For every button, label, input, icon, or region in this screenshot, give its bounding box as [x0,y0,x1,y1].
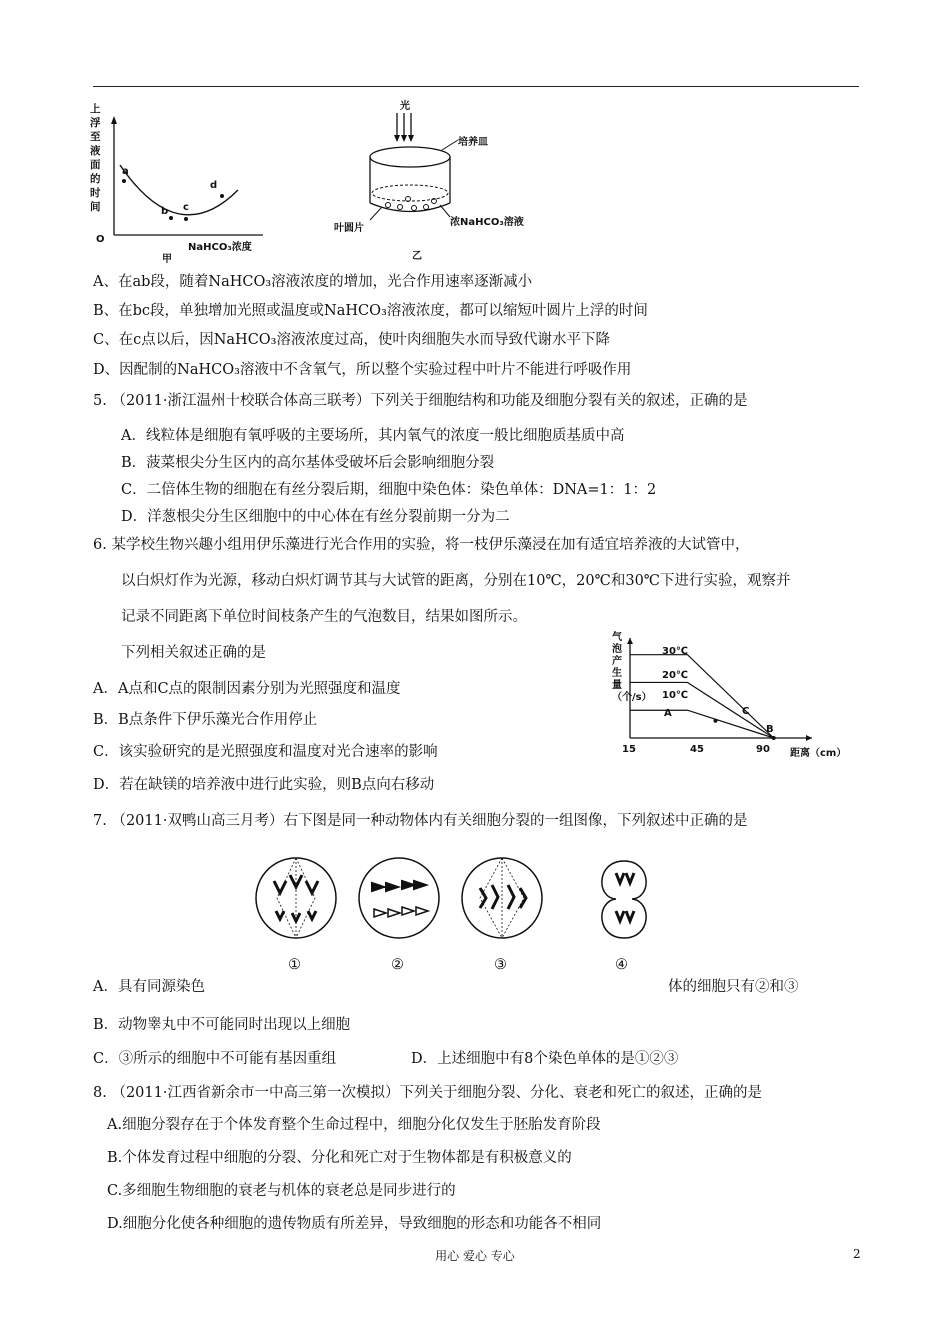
point-d: d [210,180,218,191]
cell-label-3: ③ [494,957,507,973]
q6-stem-line-3: 记录不同距离下单位时间枝条产生的气泡数目，结果如图所示。 [121,609,527,625]
q6-option-c: C．该实验研究的是光照强度和温度对光合速率的影响 [93,744,438,760]
point-c-marker [713,719,717,723]
q6-option-a: A．A点和C点的限制因素分别为光照强度和温度 [93,681,401,697]
series-label-30: 30℃ [662,646,689,657]
q6-stem-line-2: 以白炽灯作为光源，移动白炽灯调节其与大试管的距离，分别在10℃，20℃和30℃下进行实验，观察并 [121,573,791,589]
x-tick-90: 90 [756,744,770,755]
q8-option-d: D.细胞分化使各种细胞的遗传物质有所差异，导致细胞的形态和功能各不相同 [107,1216,602,1232]
chart-y-label: 气泡产生量（个/s） [612,632,652,703]
point-label-b: B [766,724,774,735]
q4-option-a: A、在ab段，随着NaHCO₃溶液浓度的增加，光合作用速率逐渐减小 [93,274,533,290]
q7-stem: 7. （2011·双鸭山高三月考）右下图是同一种动物体内有关细胞分裂的一组图像，下列叙述中正确的是 [93,813,748,829]
leaf-label: 叶圆片 [334,223,364,234]
q7-option-a-left: A．具有同源染色 [93,979,205,995]
q5-stem: 5. （2011·浙江温州十校联合体高三联考）下列关于细胞结构和功能及细胞分裂有关的叙述，正确的是 [93,393,748,409]
q6-option-d: D．若在缺镁的培养液中进行此实验，则B点向右移动 [93,777,435,793]
q8-option-c: C.多细胞生物细胞的衰老与机体的衰老总是同步进行的 [107,1183,456,1199]
header-rule [93,86,859,87]
x-tick-15: 15 [622,744,636,755]
q7-option-b: B．动物睾丸中不可能同时出现以上细胞 [93,1017,351,1033]
point-c: c [183,202,189,213]
q8-option-b: B.个体发育过程中细胞的分裂、分化和死亡对于生物体都是有积极意义的 [107,1150,572,1166]
q4-option-b: B、在bc段，单独增加光照或温度或NaHCO₃溶液浓度，都可以缩短叶圆片上浮的时间 [93,303,648,319]
series-label-10: 10℃ [662,690,689,701]
figure-jia [88,100,288,265]
figure-caption: 甲 [162,254,172,265]
dish-apparatus [330,95,550,265]
x-axis-label: 距离（cm） [790,748,847,759]
q5-option-c: C．二倍体生物的细胞在有丝分裂后期，细胞中染色体：染色单体：DNA=1：1：2 [121,482,657,498]
cells-svg [252,843,652,978]
bubble-chart [612,628,860,768]
q7-option-a-right: 体的细胞只有②和③ [668,979,799,995]
cell-division-figure [252,843,652,978]
q4-option-c: C、在c点以后，因NaHCO₃溶液浓度过高，使叶肉细胞失水而导致代谢水平下降 [93,332,610,348]
series-label-20: 20℃ [662,670,689,681]
point-a: a [122,166,129,177]
q8-option-a: A.细胞分裂存在于个体发育整个生命过程中，细胞分化仅发生于胚胎发育阶段 [107,1117,601,1133]
cell-label-4: ④ [615,957,628,973]
point-label-a: A [664,708,672,719]
chart-x-arrow [806,735,812,741]
q8-stem: 8. （2011·江西省新余市一中高三第一次模拟）下列关于细胞分裂、分化、衰老和死亡的叙述，正确的是 [93,1085,762,1101]
q7-option-c: C．③所示的细胞中不可能有基因重组 [93,1051,337,1067]
q5-option-a: A．线粒体是细胞有氧呼吸的主要场所，其内氧气的浓度一般比细胞质基质中高 [121,428,625,444]
y-axis-label: 上浮至液面的时间 [90,103,101,213]
chart-y-arrow [627,638,633,644]
solution-label: 浓NaHCO₃溶液 [450,217,524,228]
x-tick-45: 45 [690,744,704,755]
point-label-c: C [742,706,750,717]
light-label: 光 [400,101,410,112]
q6-option-b: B．B点条件下伊乐藻光合作用停止 [93,712,318,728]
dish-label: 培养皿 [458,137,488,148]
q7-option-d: D．上述细胞中有8个染色单体的是①②③ [411,1051,679,1067]
cell-label-1: ① [288,957,301,973]
page-footer: 用心 爱心 专心 [435,1249,515,1263]
point-b-marker [772,736,776,740]
q4-option-d: D、因配制的NaHCO₃溶液中不含氧气，所以整个实验过程中叶片不能进行呼吸作用 [93,362,632,378]
series-line-0 [630,655,774,738]
x-axis-label: NaHCO₃浓度 [188,242,252,253]
origin-label: O [96,234,105,245]
figure-caption: 乙 [412,251,422,262]
q6-stem-line-4: 下列相关叙述正确的是 [121,645,266,661]
q5-option-b: B．菠菜根尖分生区内的高尔基体受破坏后会影响细胞分裂 [121,455,495,471]
figure-yi [330,95,550,265]
q6-stem-line-1: 6. 某学校生物兴趣小组用伊乐藻进行光合作用的实验，将一枝伊乐藻浸在加有适宜培养液的大试管中， [93,537,750,553]
cell-label-2: ② [391,957,404,973]
q5-option-d: D．洋葱根尖分生区细胞中的中心体在有丝分裂前期一分为二 [121,509,510,525]
point-b: b [161,206,169,217]
page-number: 2 [853,1247,861,1261]
